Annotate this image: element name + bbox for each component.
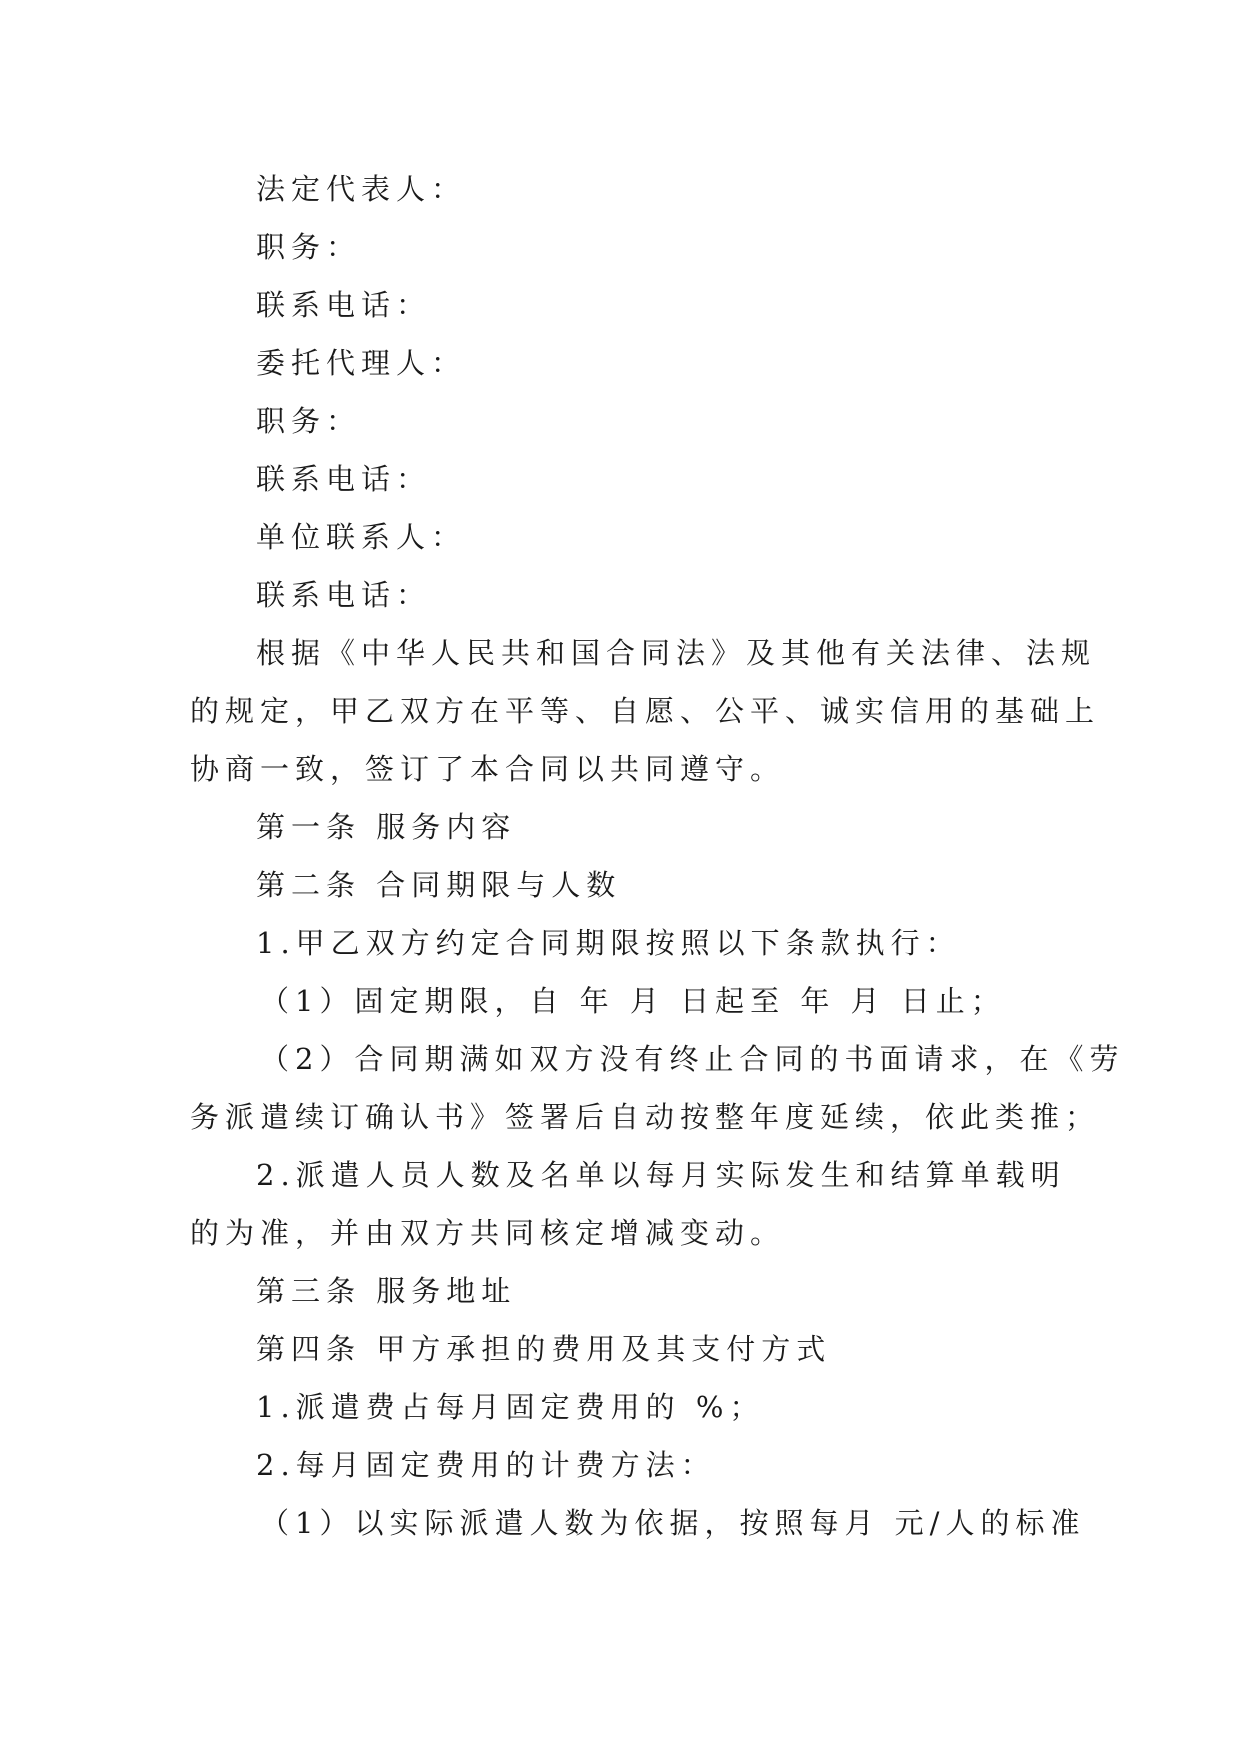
article-2-item-1: 1.甲乙双方约定合同期限按照以下条款执行： [256, 926, 961, 960]
position-label: 职务： [256, 230, 362, 264]
article-2-item-1-sub-1: （1）固定期限，自 年 月 日起至 年 月 日止； [260, 984, 1006, 1018]
article-2-item-2-line-2: 的为准，并由双方共同核定增减变动。 [190, 1216, 786, 1250]
preamble-line-3: 协商一致，签订了本合同以共同遵守。 [190, 752, 786, 786]
article-4-item-1: 1.派遣费占每月固定费用的 %； [256, 1390, 765, 1424]
agent-position-label: 职务： [256, 404, 362, 438]
article-1-heading: 第一条 服务内容 [256, 810, 517, 844]
article-2-item-1-sub-2-line-2: 务派遣续订确认书》签署后自动按整年度延续，依此类推； [190, 1100, 1101, 1134]
article-3-heading: 第三条 服务地址 [256, 1274, 517, 1308]
article-4-heading: 第四条 甲方承担的费用及其支付方式 [256, 1332, 832, 1366]
contact-phone-label: 联系电话： [256, 578, 432, 612]
article-2-item-1-sub-2-line-1: （2）合同期满如双方没有终止合同的书面请求，在《劳 [260, 1042, 1125, 1076]
preamble-line-2: 的规定，甲乙双方在平等、自愿、公平、诚实信用的基础上 [190, 694, 1101, 728]
contract-body [190, 160, 1125, 1552]
unit-contact-label: 单位联系人： [256, 520, 467, 554]
phone-label: 联系电话： [256, 288, 432, 322]
preamble-line-1: 根据《中华人民共和国合同法》及其他有关法律、法规 [256, 636, 1097, 670]
article-2-heading: 第二条 合同期限与人数 [256, 868, 622, 902]
article-2-item-2-line-1: 2.派遣人员人数及名单以每月实际发生和结算单载明 [256, 1158, 1066, 1192]
authorized-agent-label: 委托代理人： [256, 346, 467, 380]
agent-phone-label: 联系电话： [256, 462, 432, 496]
article-4-item-2: 2.每月固定费用的计费方法： [256, 1448, 716, 1482]
legal-representative-label: 法定代表人： [256, 172, 467, 206]
article-4-item-2-sub-1: （1）以实际派遣人数为依据，按照每月 元/人的标准 [260, 1506, 1086, 1540]
